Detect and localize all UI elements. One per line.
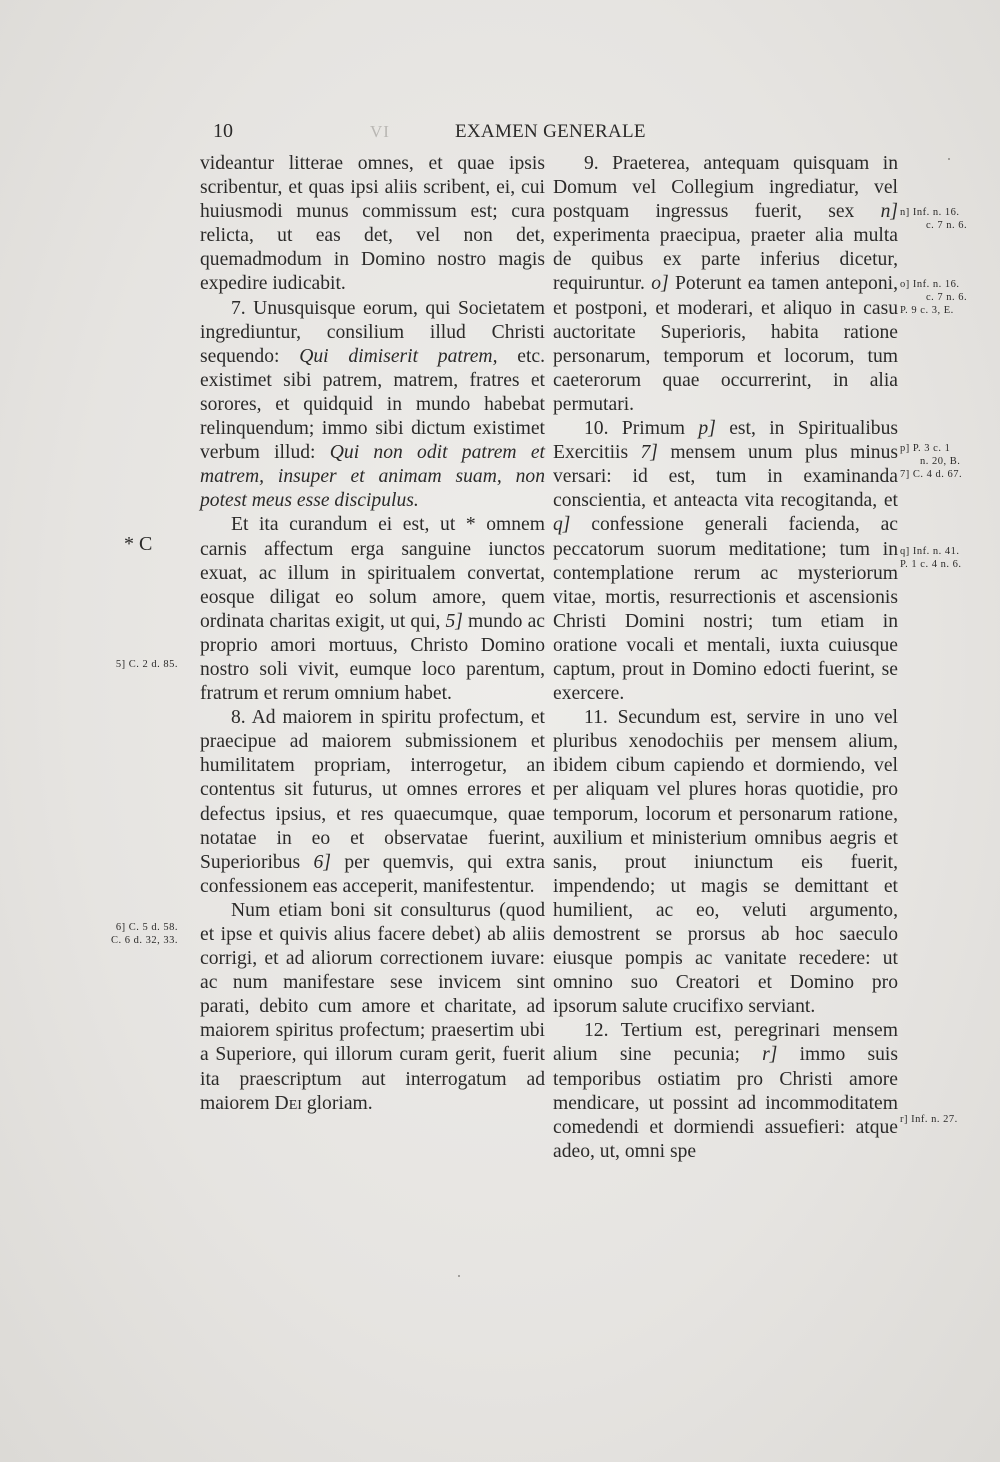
margin-note-6: 6] C. 5 d. 58. C. 6 d. 32, 33. bbox=[110, 922, 178, 946]
paragraph-continued: videantur litterae omnes, et quae ipsis scribentur, et quas ipsi aliis scribent, ei, cui huiusmodi munus commissum est; cura relicta, ut eas det, vel non det, quemadmodum in Domino nostro magis expedire iudicabit. bbox=[200, 153, 545, 295]
paragraph-11: 11. Secundum est, servire in uno vel pluribus xenodochiis per mensem alium, ibidem cibum capiendo et dormiendo, vel per aliquam vel plures horas quotidie, pro temporum, locorum et personarum ratione, auxilium et ministerium omnibus aegris et sanis, prout iniunctum eis fuerit, impendendo; ut magis se demittant et humilient, ac eo, veluti argumento, demostrent se prorsus ab hoc saeculo eiusque pompis ac vanitate recedere: ut omnino suo Creatori et Domino pro ipsorum salute crucifixo serviant. bbox=[553, 707, 898, 1018]
paragraph-10: 10. Primum p] est, in Spiritualibus Exercitiis 7] mensem unum plus minus versari: id est, tum in examinanda conscientia, et anteacta vita recogitanda, et q] confessione generali facienda, ac peccatorum suorum meditatione; tum in contemplatione rerum ac mysteriorum vitae, mortis, resurrectionis et ascensionis Christi Domini nostri; tum etiam in oratione vocali et mentali, iuxta cuiusque captum, prout in Domino edocti fuerint, se exercere. bbox=[553, 418, 899, 705]
margin-note-q: q] Inf. n. 41. P. 1 c. 4 n. 6. bbox=[900, 546, 962, 570]
margin-note-o: o] Inf. n. 16. c. 7 n. 6. P. 9 c. 3, E. bbox=[900, 279, 968, 316]
speck bbox=[458, 1275, 460, 1277]
page-number: 10 bbox=[213, 120, 233, 142]
bleed-through-heading: VI bbox=[370, 122, 390, 141]
paragraph-8: 8. Ad maiorem in spiritu profectum, et praecipue ad maiorem submissionem et humilitatem propriam, interrogetur, an contentus sit futurus, ut omnes errores et defectus ipsius, et res quaecumque, quae notatae in eo et observatae fuerint, Superioribus 6] per quemvis, qui extra confessionem eas acceperit, manifestentur. bbox=[200, 707, 545, 897]
margin-note-p: p] P. 3 c. 1 n. 20, B. 7] C. 4 d. 67. bbox=[900, 443, 963, 480]
paragraph-7: 7. Unusquisque eorum, qui Societatem ingrediuntur, consilium illud Christi sequendo: Qui dimiserit patrem, etc. existimet sibi patrem, matrem, fratres et sorores, et quidquid in mundo habebat relinquendum; immo sibi dictum existimet verbum illud: Qui non odit patrem et matrem, insuper et animam suam, non potest meus esse discipulus. bbox=[200, 297, 545, 512]
margin-asterisk-mark: * C bbox=[124, 533, 153, 555]
paragraph-7-cont: Et ita curandum ei est, ut * omnem carnis affectum erga sanguine iunctos exuat, ac illum in spiritualem convertat, eosque diligat eo solum amore, quem ordinata charitas exigit, ut qui, 5] mundo ac proprio amori mortuus, Christo Domino nostro soli vivit, eumque loco parentum, fratrum et rerum omnium habet. bbox=[200, 514, 546, 705]
speck bbox=[948, 158, 950, 160]
paragraph-8-cont: Num etiam boni sit consulturus (quod et ipse et quivis alius facere debet) ab aliis corrigi, et ad aliorum correctionem iuvare: ac num manifestare sese invicem sint parati, debito cum amore et charitate, ad maiorem spiritus profectum; praesertim ubi a Superiore, qui illorum curam gerit, fuerit ita praescriptum aut interrogatum ad maiorem Dei gloriam. bbox=[200, 899, 545, 1114]
paragraph-12: 12. Tertium est, peregrinari mensem alium sine pecunia; r] immo suis temporibus ostiatim pro Christi amore mendicare, ut possint ad incommoditatem comedendi et dormiendi assuefieri: atque adeo, ut, omni spe bbox=[553, 1020, 899, 1162]
running-title: EXAMEN GENERALE bbox=[455, 121, 646, 142]
right-text-column bbox=[553, 152, 898, 1164]
paragraph-9: 9. Praeterea, antequam quisquam in Domum vel Collegium ingrediatur, vel postquam ingressus fuerit, sex n] experimenta praecipua, praeter alia multa de quibus ex parte inferius dicetur, requiruntur. o] Poterunt ea tamen anteponi, et postponi, et moderari, et aliquo in casu auctoritate Superioris, habita ratione personarum, temporum et locorum, tum caeterorum quae occurrerint, in alia permutari. bbox=[553, 153, 898, 415]
left-text-column bbox=[200, 152, 545, 1116]
margin-note-r: r] Inf. n. 27. bbox=[900, 1114, 958, 1125]
margin-note-n: n] Inf. n. 16. c. 7 n. 6. bbox=[900, 207, 968, 231]
margin-note-5: 5] C. 2 d. 85. bbox=[115, 659, 178, 670]
